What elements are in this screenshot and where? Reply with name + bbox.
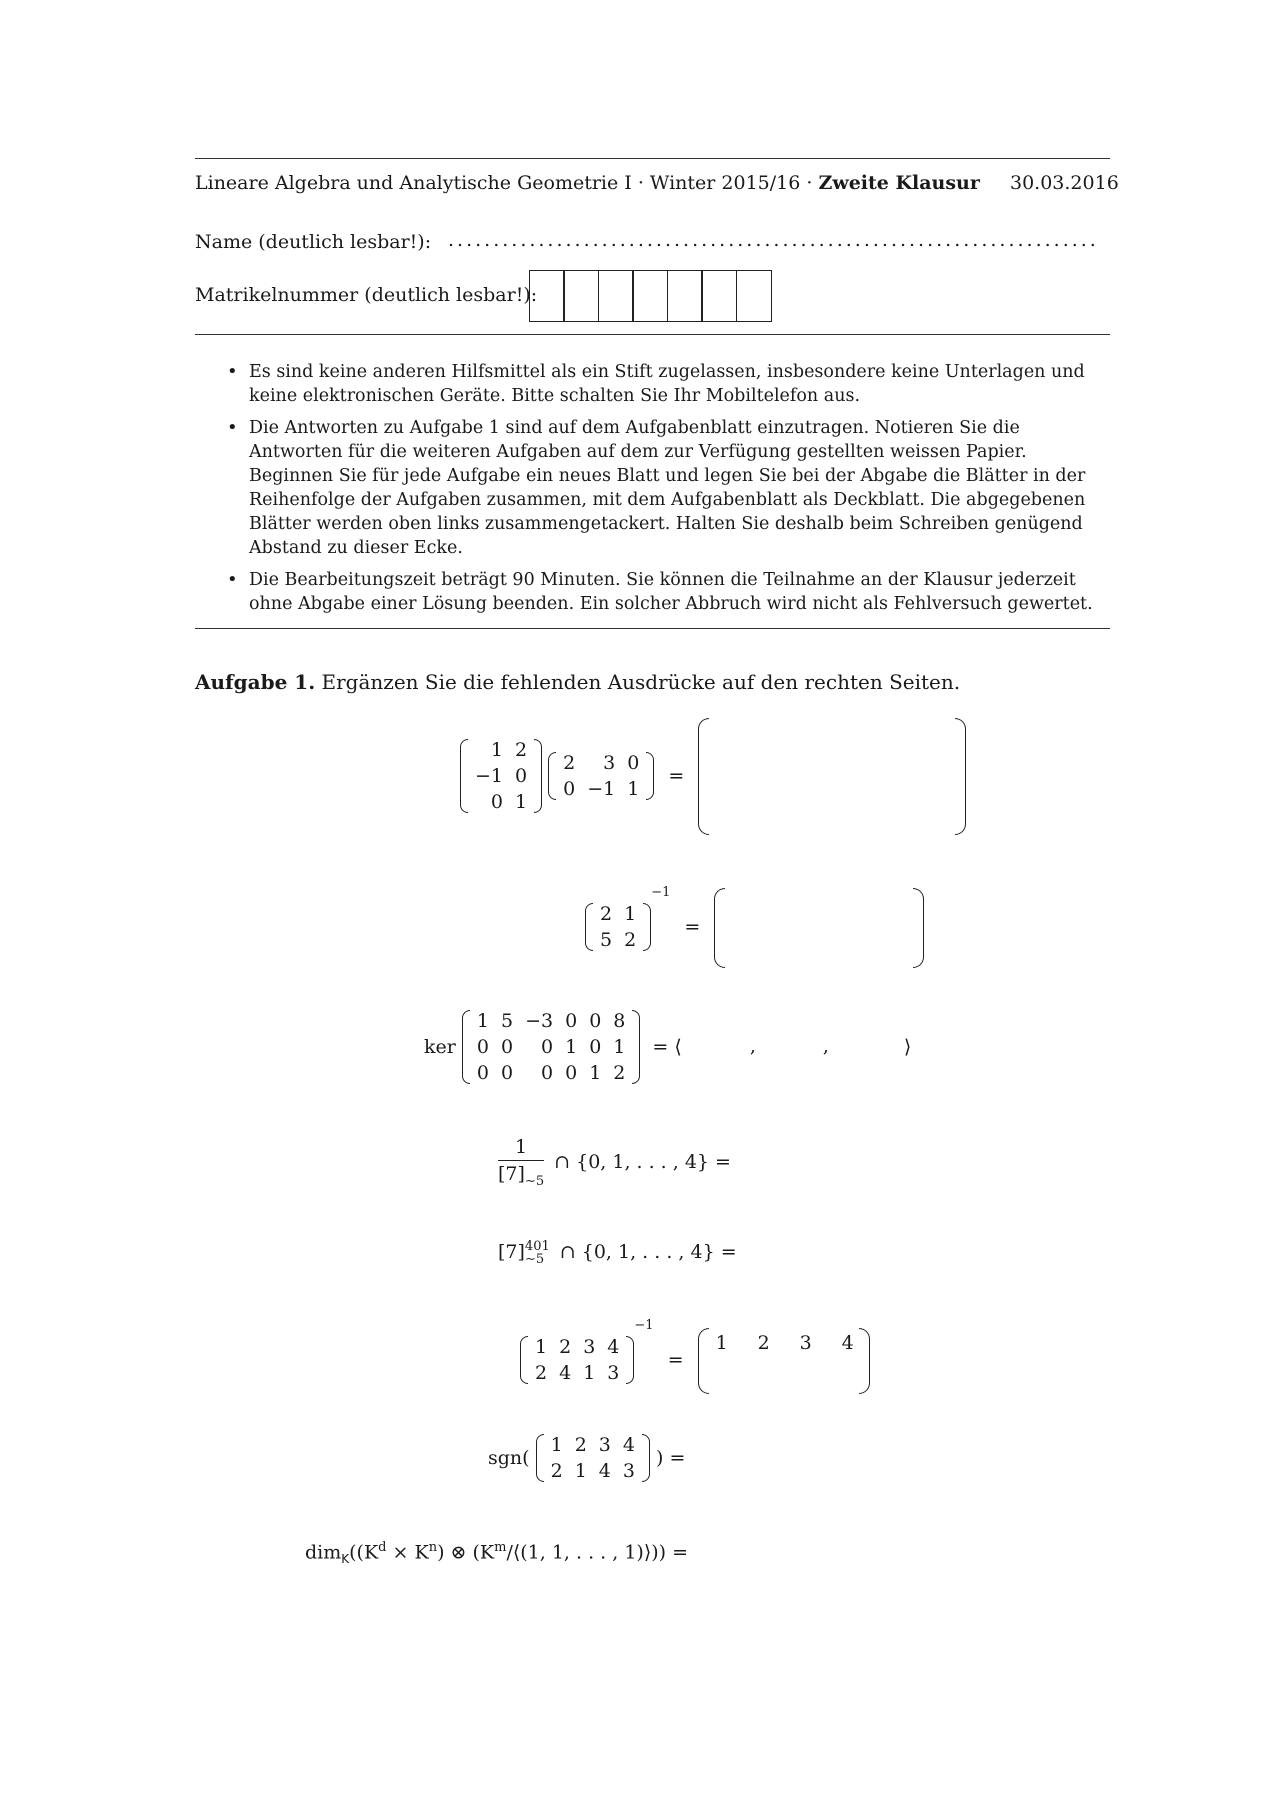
answer-field-kernel[interactable] — [688, 1035, 898, 1059]
dim-expression: ) ⊗ (K — [437, 1541, 495, 1564]
equals-sign: = — [668, 764, 685, 787]
matrix-entry: 1 — [550, 1434, 563, 1456]
matrix-row — [471, 1034, 631, 1060]
answer-field-power[interactable] — [743, 1241, 943, 1265]
matrix-3x2 — [460, 737, 542, 815]
equals-sign: = — [667, 1349, 684, 1371]
matrix-row — [469, 763, 533, 789]
set-intersection: ∩ {0, 1, . . . , 4} = — [554, 1151, 731, 1174]
matrix-entry: 0 — [541, 1062, 554, 1084]
span-close: ⟩ — [903, 1036, 912, 1058]
matrix-entry: 4 — [598, 1460, 611, 1482]
matrix-row — [545, 1432, 641, 1458]
answer-field-sign[interactable] — [691, 1446, 841, 1470]
matrix-entry: 3 — [603, 751, 616, 774]
matrix-row — [471, 1008, 631, 1034]
matrix-2x2 — [585, 901, 651, 953]
course-title: Lineare Algebra und Analytische Geometrie I · Winter 2015/16 · — [195, 172, 813, 194]
matrix-entry: 0 — [500, 1062, 514, 1084]
perm-entry: 4 — [841, 1332, 854, 1354]
matrix-row — [529, 1334, 625, 1360]
expr-dimension — [305, 1540, 894, 1566]
top-rule — [195, 158, 1110, 159]
span-open: ⟨ — [674, 1036, 682, 1058]
expr-sign — [488, 1432, 841, 1484]
expr-matrix-product — [460, 718, 966, 833]
task-text: Ergänzen Sie die fehlenden Ausdrücke auf den rechten Seiten. — [321, 670, 961, 694]
equals-sign: = — [652, 1036, 669, 1058]
matrix-2x3 — [548, 750, 654, 802]
course-line — [195, 172, 980, 194]
matrix-entry: 5 — [600, 929, 613, 951]
matrix-entry: 0 — [490, 790, 504, 813]
matrix-row — [557, 750, 645, 776]
matrix-entry: 3 — [607, 1362, 620, 1384]
equals-sign: = — [684, 916, 701, 938]
matrix-entry: 0 — [563, 777, 576, 800]
permutation-top-row — [716, 1332, 862, 1354]
matrix-entry: 2 — [535, 1362, 548, 1384]
matrix-entry: 2 — [550, 1460, 563, 1482]
matrix-entry: 0 — [515, 764, 528, 787]
exam-title: Zweite Klausur — [818, 172, 980, 194]
matrix-entry: 1 — [565, 1036, 578, 1058]
matrix-entry: 3 — [583, 1336, 596, 1358]
dim-exponent: m — [494, 1540, 507, 1555]
fraction-numerator: 1 — [498, 1136, 544, 1161]
matrix-entry: 2 — [563, 751, 576, 774]
matrix-entry: 1 — [627, 777, 640, 800]
instruction-item: • Die Antworten zu Aufgabe 1 sind auf dem Aufgabenblatt einzutragen. Notieren Sie die Antworten für die weiteren Aufgaben auf dem zur Verfügung gestellten weissen Papier. Beginnen Sie für jede Aufgabe ein neues Blatt und legen Sie bei der Abgabe die Blätter in der Reihenfolge der Aufgaben zusammen, mit dem Aufgabenblatt als Deckblatt. Die abgegebenen Blätter werden oben links zusammengetackert. Halten Sie deshalb beim Schreiben genügend Abstand zu dieser Ecke. — [225, 416, 1110, 560]
matrikel-digit-box[interactable] — [632, 270, 668, 322]
matrix-entry: 2 — [559, 1336, 572, 1358]
fraction-denominator — [498, 1161, 544, 1189]
modulo-subscript: ∼5 — [524, 1252, 545, 1267]
residue-class: [7] — [498, 1241, 525, 1263]
matrix-entry: 2 — [624, 929, 637, 951]
matrix-entry: −1 — [475, 764, 504, 787]
dim-expression: /⟨(1, 1, . . . , 1)⟩)) = — [506, 1541, 689, 1564]
matrix-entry: −1 — [587, 777, 616, 800]
matrix-entry: 2 — [574, 1434, 587, 1456]
matrix-entry: −3 — [525, 1010, 554, 1032]
set-intersection: ∩ {0, 1, . . . , 4} = — [559, 1241, 737, 1263]
matrix-3x6 — [462, 1008, 640, 1086]
expr-permutation-inverse — [520, 1318, 870, 1392]
matrix-entry: 4 — [607, 1336, 620, 1358]
residue-class: [7] — [498, 1163, 525, 1185]
matrix-entry: 4 — [559, 1362, 572, 1384]
matrikel-label: Matrikelnummer (deutlich lesbar!): — [195, 284, 538, 306]
instruction-list — [225, 360, 1110, 624]
matrix-entry: 1 — [515, 790, 528, 813]
modulo-subscript: ∼5 — [524, 1173, 545, 1189]
answer-field-permutation[interactable] — [698, 1328, 870, 1392]
sgn-close: ) = — [656, 1447, 686, 1469]
matrix-entry: 8 — [613, 1010, 626, 1032]
perm-entry: 1 — [715, 1332, 728, 1354]
matrix-entry: 0 — [565, 1062, 578, 1084]
name-field[interactable]: ........................................................................ — [448, 229, 1099, 251]
permutation-matrix — [520, 1334, 634, 1386]
expr-power-class — [498, 1240, 943, 1266]
matrix-entry: 2 — [613, 1062, 626, 1084]
matrix-entry: 3 — [598, 1434, 611, 1456]
matrikel-digit-box[interactable] — [736, 270, 772, 322]
matrix-row — [469, 737, 533, 763]
matrix-row — [545, 1458, 641, 1484]
matrix-entry: 2 — [515, 738, 528, 761]
answer-field-fraction[interactable] — [737, 1150, 937, 1174]
matrix-entry: 1 — [583, 1362, 596, 1384]
inverse-exponent: −1 — [651, 885, 671, 900]
matrix-row — [594, 901, 642, 927]
perm-entry: 2 — [757, 1332, 770, 1354]
expr-inverse — [585, 885, 924, 966]
fraction — [498, 1136, 544, 1189]
matrix-row — [529, 1360, 625, 1386]
exam-date: 30.03.2016 — [1010, 172, 1119, 194]
matrix-entry: 1 — [613, 1036, 626, 1058]
answer-field-dimension[interactable] — [694, 1541, 894, 1565]
answer-field-inverse[interactable] — [714, 888, 924, 966]
matrix-entry: 4 — [622, 1434, 635, 1456]
span-comma: , — [822, 1035, 829, 1057]
name-label: Name (deutlich lesbar!): — [195, 231, 432, 253]
matrix-row — [471, 1060, 631, 1086]
matrikel-digit-box[interactable] — [667, 270, 703, 322]
matrix-entry: 1 — [574, 1460, 587, 1482]
ker-operator: ker — [424, 1036, 456, 1058]
instruction-item: • Die Bearbeitungszeit beträgt 90 Minuten. Sie können die Teilnahme an der Klausur jederzeit ohne Abgabe einer Lösung beenden. Ein solcher Abbruch wird nicht als Fehlversuch gewertet. — [225, 568, 1110, 616]
matrix-row — [594, 927, 642, 953]
perm-entry: 3 — [799, 1332, 812, 1354]
matrix-entry: 0 — [589, 1036, 602, 1058]
task-title: Aufgabe 1. — [195, 670, 316, 694]
matrix-entry: 1 — [624, 903, 637, 925]
sgn-operator: sgn( — [488, 1447, 530, 1469]
dim-operator: dim — [305, 1541, 342, 1564]
matrix-entry: 1 — [535, 1336, 548, 1358]
task-heading — [195, 670, 960, 694]
matrix-row — [469, 789, 533, 815]
matrix-entry: 5 — [500, 1010, 514, 1032]
dim-expression: ((K — [349, 1541, 379, 1564]
permutation-matrix — [536, 1432, 650, 1484]
expr-fraction-class — [498, 1136, 937, 1189]
matrikel-digit-box[interactable] — [598, 270, 634, 322]
matrikel-digit-box[interactable] — [563, 270, 599, 322]
matrix-entry: 0 — [476, 1062, 489, 1084]
answer-field-product[interactable] — [698, 718, 966, 833]
span-comma: , — [749, 1035, 756, 1057]
dim-field-subscript: K — [341, 1552, 350, 1567]
matrikel-boxes[interactable] — [530, 270, 772, 322]
matrix-entry: 0 — [565, 1010, 578, 1032]
matrix-row — [557, 776, 645, 802]
instructions-rule — [195, 628, 1110, 629]
matrix-entry: 0 — [476, 1036, 489, 1058]
matrix-entry: 0 — [541, 1036, 554, 1058]
matrix-entry: 2 — [600, 903, 613, 925]
power-exponent: 401 — [524, 1239, 550, 1254]
matrix-entry: 1 — [490, 738, 504, 761]
dim-expression: × K — [386, 1541, 429, 1564]
matrix-entry: 1 — [589, 1062, 602, 1084]
matrix-entry: 3 — [622, 1460, 635, 1482]
inverse-exponent: −1 — [634, 1318, 654, 1333]
matrikel-digit-box[interactable] — [529, 270, 565, 322]
header-rule — [195, 334, 1110, 335]
instruction-item: • Es sind keine anderen Hilfsmittel als ein Stift zugelassen, insbesondere keine Unterlagen und keine elektronischen Geräte. Bitte schalten Sie Ihr Mobiltelefon aus. — [225, 360, 1110, 408]
dim-exponent: n — [428, 1540, 438, 1555]
matrix-entry: 0 — [589, 1010, 602, 1032]
matrix-entry: 0 — [500, 1036, 514, 1058]
matrix-entry: 0 — [627, 751, 640, 774]
dim-exponent: d — [378, 1540, 387, 1555]
matrikel-digit-box[interactable] — [701, 270, 737, 322]
expr-kernel — [424, 1008, 911, 1086]
matrix-entry: 1 — [476, 1010, 489, 1032]
